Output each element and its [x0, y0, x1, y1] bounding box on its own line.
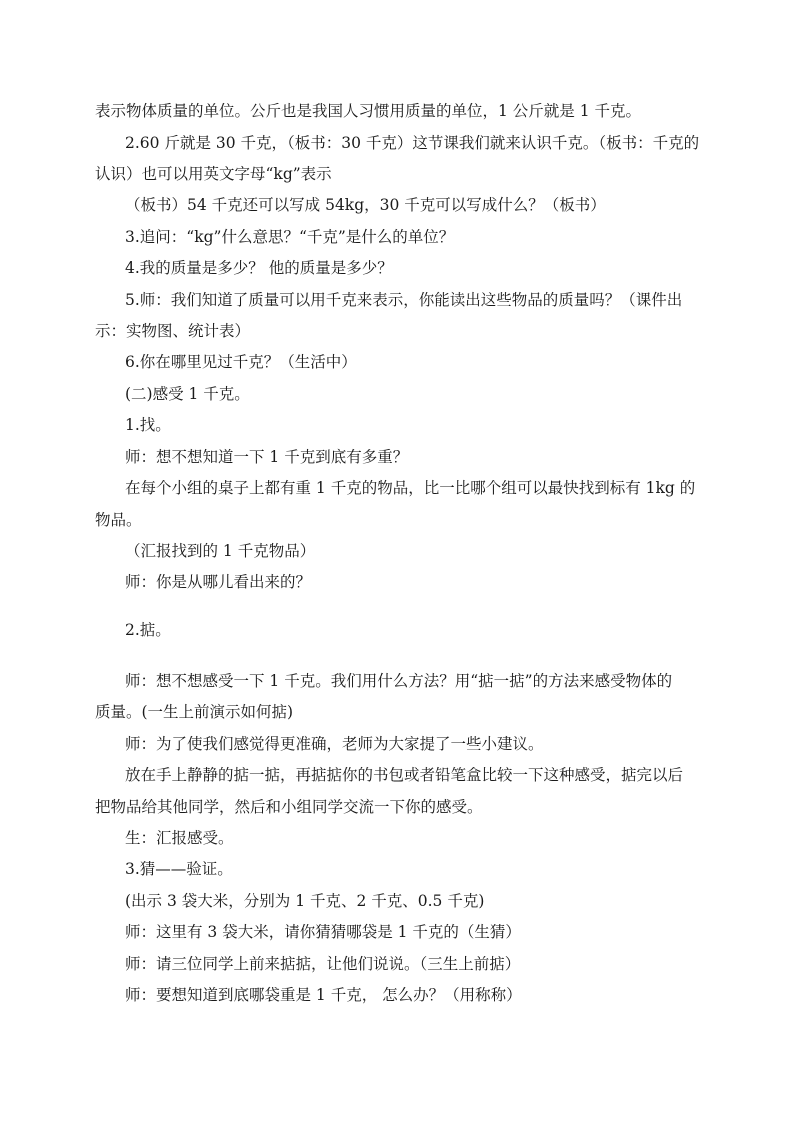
text-line: 2.掂。	[125, 621, 171, 639]
text-line: 4.我的质量是多少？ 他的质量是多少？	[125, 259, 393, 277]
text-line: （板书）54 千克还可以写成 54kg，30 千克可以写成什么？（板书）	[125, 196, 606, 214]
text-line: 3.猜——验证。	[125, 860, 233, 878]
text-line: 表示物体质量的单位。公斤也是我国人习惯用质量的单位，1 公斤就是 1 千克。	[95, 102, 642, 120]
text-line: (出示 3 袋大米，分别为 1 千克、2 千克、0.5 千克)	[125, 892, 485, 910]
text-line: 5.师：我们知道了质量可以用千克来表示，你能读出这些物品的质量吗？（课件出	[125, 291, 683, 309]
text-line: 师：为了使我们感觉得更准确，老师为大家提了一些小建议。	[125, 735, 544, 753]
text-line: 师：你是从哪儿看出来的？	[125, 573, 312, 591]
text-line: 师：想不想知道一下 1 千克到底有多重？	[125, 448, 409, 466]
text-line: 师：要想知道到底哪袋重是 1 千克， 怎么办？（用称称）	[125, 986, 522, 1004]
text-line: 生：汇报感受。	[125, 829, 234, 847]
text-line: 1.找。	[125, 416, 171, 434]
text-line: 3.追问：“kg”什么意思？“千克”是什么的单位？	[125, 228, 455, 246]
text-line: 把物品给其他同学，然后和小组同学交流一下你的感受。	[95, 798, 483, 816]
text-line: 师：请三位同学上前来掂掂，让他们说说。（三生上前掂）	[125, 955, 521, 973]
section-heading: (二)感受 1 千克。	[125, 385, 250, 403]
text-line: 6.你在哪里见过千克？（生活中）	[125, 353, 357, 371]
text-line: （汇报找到的 1 千克物品）	[125, 542, 316, 560]
text-line: 物品。	[95, 511, 142, 529]
text-line: 在每个小组的桌子上都有重 1 千克的物品，比一比哪个组可以最快找到标有 1kg 的	[125, 479, 696, 497]
text-line: 师：这里有 3 袋大米，请你猜猜哪袋是 1 千克的（生猜）	[125, 923, 521, 941]
text-line: 师：想不想感受一下 1 千克。我们用什么方法？用“掂一掂”的方法来感受物体的	[125, 672, 673, 690]
text-line: 认识）也可以用英文字母“kg”表示	[95, 165, 332, 183]
text-line: 示：实物图、统计表）	[95, 322, 251, 340]
text-line: 放在手上静静的掂一掂，再掂掂你的书包或者铅笔盒比较一下这种感受，掂完以后	[125, 766, 684, 784]
text-line: 质量。(一生上前演示如何掂)	[95, 703, 294, 721]
text-line: 2.60 斤就是 30 千克，（板书：30 千克）这节课我们就来认识千克。（板书：千克的	[125, 134, 700, 152]
